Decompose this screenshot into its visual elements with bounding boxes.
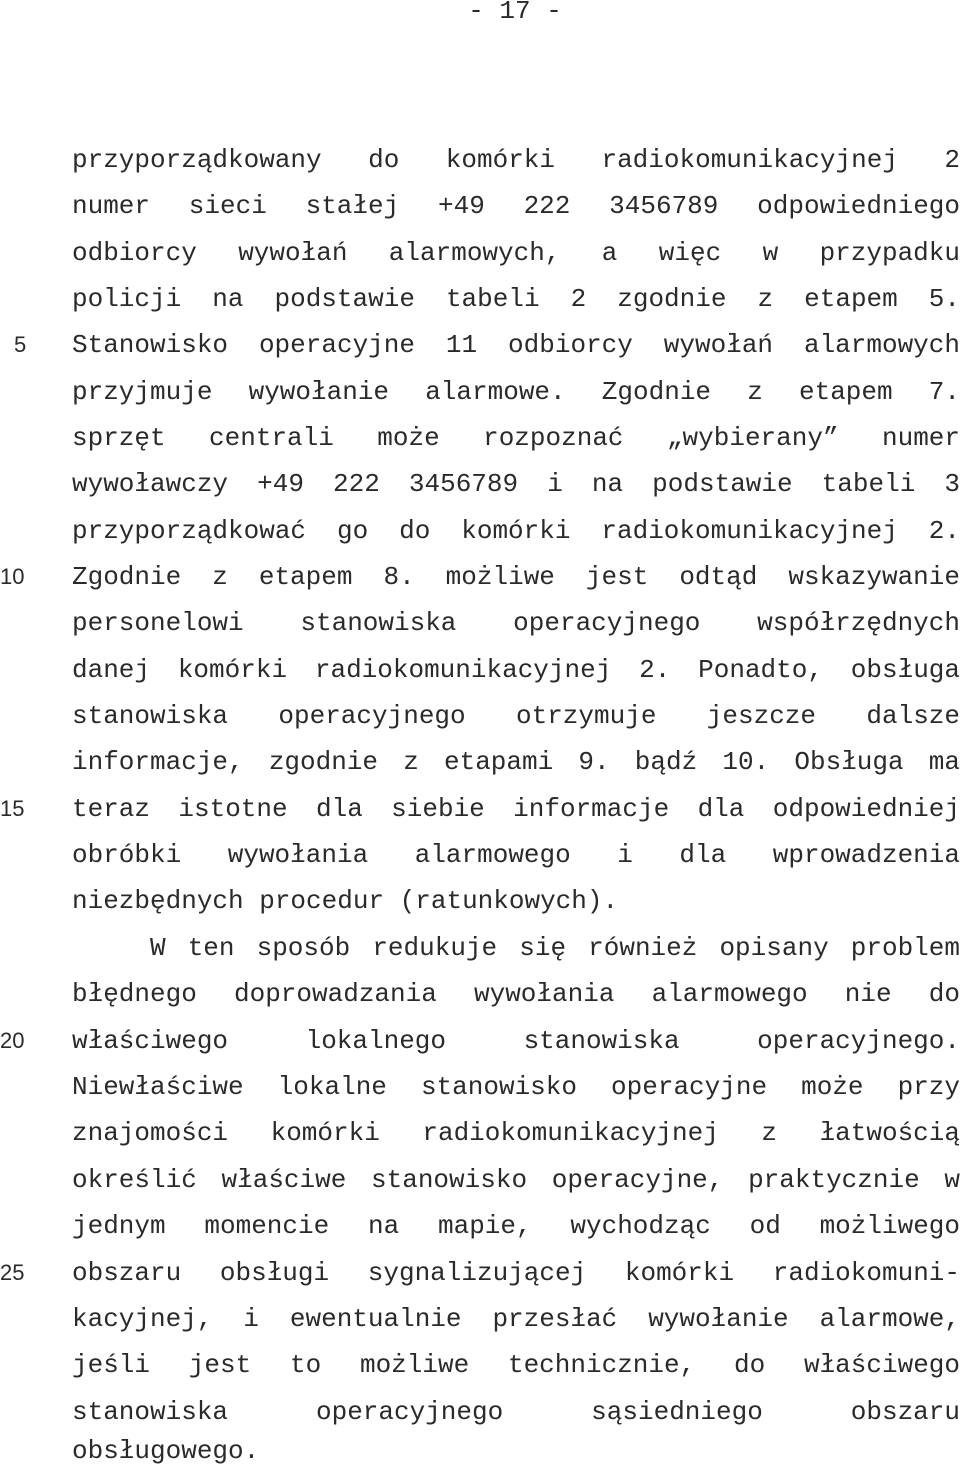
text-line: personelowi stanowiska operacyjnego współrzędnych xyxy=(72,608,960,638)
text-line: Niewłaściwe lokalne stanowisko operacyjne może przy xyxy=(72,1072,960,1102)
text-line: stanowiska operacyjnego sąsiedniego obszaru xyxy=(72,1397,960,1427)
text-line: błędnego doprowadzania wywołania alarmowego nie do xyxy=(72,979,960,1009)
text-line: W ten sposób redukuje się również opisany problem xyxy=(150,933,960,963)
text-line: Zgodnie z etapem 8. możliwe jest odtąd wskazywanie xyxy=(72,562,960,592)
text-line: obszaru obsługi sygnalizującej komórki radiokomuni- xyxy=(72,1258,960,1288)
text-line: wywoławczy +49 222 3456789 i na podstawie tabeli 3 xyxy=(72,469,960,499)
text-line: znajomości komórki radiokomunikacyjnej z łatwością xyxy=(72,1118,960,1148)
text-line: informacje, zgodnie z etapami 9. bądź 10. Obsługa ma xyxy=(72,747,960,777)
text-line: właściwego lokalnego stanowiska operacyjnego. xyxy=(72,1026,960,1056)
text-line: Stanowisko operacyjne 11 odbiorcy wywołań alarmowych xyxy=(72,330,960,360)
line-number-15: 15 xyxy=(0,796,25,821)
text-line: numer sieci stałej +49 222 3456789 odpowiedniego xyxy=(72,191,960,221)
text-line: obsługowego. xyxy=(72,1436,260,1466)
text-line: określić właściwe stanowisko operacyjne, praktycznie w xyxy=(72,1165,960,1195)
text-line: przyporządkować go do komórki radiokomunikacyjnej 2. xyxy=(72,516,960,546)
text-line: danej komórki radiokomunikacyjnej 2. Ponadto, obsługa xyxy=(72,655,960,685)
text-line: przyjmuje wywołanie alarmowe. Zgodnie z etapem 7. xyxy=(72,377,960,407)
page-number: - 17 - xyxy=(468,0,562,26)
text-line: obróbki wywołania alarmowego i dla wprowadzenia xyxy=(72,840,960,870)
line-number-20: 20 xyxy=(0,1028,25,1053)
text-line: jednym momencie na mapie, wychodząc od możliwego xyxy=(72,1211,960,1241)
text-line: jeśli jest to możliwe technicznie, do właściwego xyxy=(72,1350,960,1380)
text-line: sprzęt centrali może rozpoznać „wybierany” numer xyxy=(72,423,960,453)
line-number-10: 10 xyxy=(0,564,25,589)
line-number-25: 25 xyxy=(0,1260,25,1285)
text-line: kacyjnej, i ewentualnie przesłać wywołanie alarmowe, xyxy=(72,1304,960,1334)
line-number-5: 5 xyxy=(14,332,27,357)
text-line: policji na podstawie tabeli 2 zgodnie z etapem 5. xyxy=(72,284,960,314)
text-line: teraz istotne dla siebie informacje dla odpowiedniej xyxy=(72,794,960,824)
text-line: stanowiska operacyjnego otrzymuje jeszcze dalsze xyxy=(72,701,960,731)
text-line: odbiorcy wywołań alarmowych, a więc w przypadku xyxy=(72,238,960,268)
text-line: przyporządkowany do komórki radiokomunikacyjnej 2 xyxy=(72,145,960,175)
text-line: niezbędnych procedur (ratunkowych). xyxy=(72,886,619,916)
